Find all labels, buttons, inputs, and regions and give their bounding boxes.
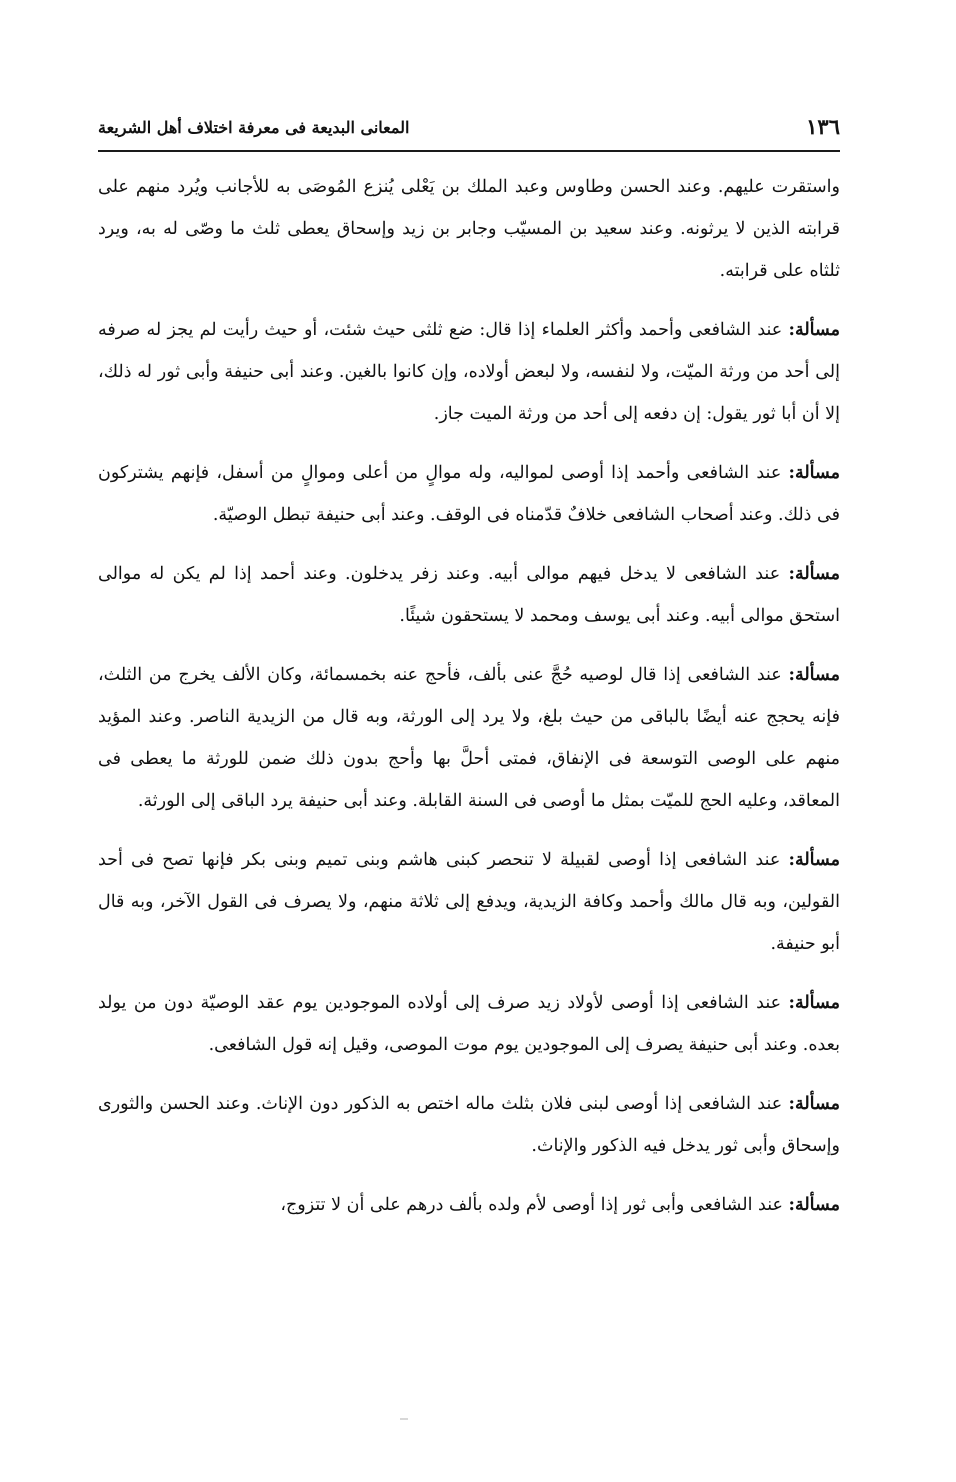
paragraph-text: عند الشافعى إذا أوصى لبنى فلان بثلث ماله اختص به الذكور دون الإناث. وعند الحسن والثورى وإسحاق وأبى ثور يدخل فيه الذكور والإناث. xyxy=(98,1094,840,1156)
paragraph-text: عند الشافعى إذا أوصى لقبيلة لا تنحصر كبنى هاشم وبنى تميم وبنى بكر فإنها تصح فى أحد القولين، وبه قال مالك وأحمد وكافة الزيدية، ويدفع إلى ثلاثة منهم، ولا يصرف فى القول الآخر، وبه قال أبو حنيفة. xyxy=(98,850,840,954)
paragraph xyxy=(98,1083,840,1167)
scan-mark xyxy=(400,1418,408,1420)
paragraph xyxy=(98,309,840,435)
paragraph xyxy=(98,1184,840,1226)
book-page xyxy=(98,112,840,1243)
paragraph-text: واستقرت عليهم. وعند الحسن وطاوس وعبد الملك بن يَعْلى يُنزع المُوصَى به للأجانب ويُرد منهم على قرابته الذين لا يرثونه. وعند سعيد بن المسيّب وجابر بن زيد وإسحاق يعطى ثلث ما وصّى له به، ويرد ثلثاه على قرابته. xyxy=(98,177,840,281)
paragraph-text: عند الشافعى وأبى ثور إذا أوصى لأم ولده بألف درهم على أن لا تتزوج، xyxy=(280,1195,789,1215)
issue-label: مسألة: xyxy=(788,463,840,483)
running-header xyxy=(98,112,840,152)
issue-label: مسألة: xyxy=(788,1094,840,1114)
issue-label: مسألة: xyxy=(788,1195,840,1215)
issue-label: مسألة: xyxy=(788,993,840,1013)
issue-label: مسألة: xyxy=(788,850,840,870)
running-title: المعانى البديعة فى معرفة اختلاف أهل الشريعة xyxy=(98,118,410,137)
paragraph-text: عند الشافعى إذا قال لوصيه حُجَّ عنى بألف، فأحج عنه بخمسمائة، وكان الألف يخرج من الثلث، فإنه يحجج عنه أيضًا بالباقى من حيث بلغ، ولا يرد إلى الورثة، وبه قال من الزيدية الناصر. وعند المؤيد منهم على الوصى التوسعة فى الإنفاق، فمتى أحلَّ بها وأحج بدون ذلك ضمن للورثة ما يعطى فى المعاقد، وعليه الحج للميّت بمثل ما أوصى فى السنة القابلة. وعند أبى حنيفة يرد الباقى إلى الورثة. xyxy=(98,665,840,811)
body-text xyxy=(98,166,840,1226)
paragraph-text: عند الشافعى إذا أوصى لأولاد زيد صرف إلى أولاده الموجودين يوم عقد الوصيّة دون من يولد بعده. وعند أبى حنيفة يصرف إلى الموجودين يوم موت الموصى، وقيل إنه قول الشافعى. xyxy=(98,993,840,1055)
issue-label: مسألة: xyxy=(788,564,840,584)
paragraph xyxy=(98,452,840,536)
issue-label: مسألة: xyxy=(788,665,840,685)
paragraph xyxy=(98,553,840,637)
paragraph-text: عند الشافعى وأحمد وأكثر العلماء إذا قال: ضع ثلثى حيث شئت، أو حيث رأيت لم يجز له صرفه إلى أحد من ورثة الميّت، ولا لنفسه، ولا لبعض أولاده، وإن كانوا بالغين. وعند أبى حنيفة وأبى ثور له ذلك، إلا أن أبا ثور يقول: إن دفعه إلى أحد من ورثة الميت جاز. xyxy=(98,320,840,424)
paragraph xyxy=(98,839,840,965)
paragraph-text: عند الشافعى وأحمد إذا أوصى لمواليه، وله موالٍ من أعلى وموالٍ من أسفل، فإنهم يشتركون فى ذلك. وعند أصحاب الشافعى خلافٌ قدّمناه فى الوقف. وعند أبى حنيفة تبطل الوصيّة. xyxy=(98,463,840,525)
paragraph-text: عند الشافعى لا يدخل فيهم موالى أبيه. وعند زفر يدخلون. وعند أحمد إذا لم يكن له موالى استحق موالى أبيه. وعند أبى يوسف ومحمد لا يستحقون شيئًا. xyxy=(98,564,840,626)
issue-label: مسألة: xyxy=(788,320,840,340)
page-number: ١٣٦ xyxy=(806,114,840,139)
paragraph xyxy=(98,166,840,292)
paragraph xyxy=(98,654,840,822)
paragraph xyxy=(98,982,840,1066)
